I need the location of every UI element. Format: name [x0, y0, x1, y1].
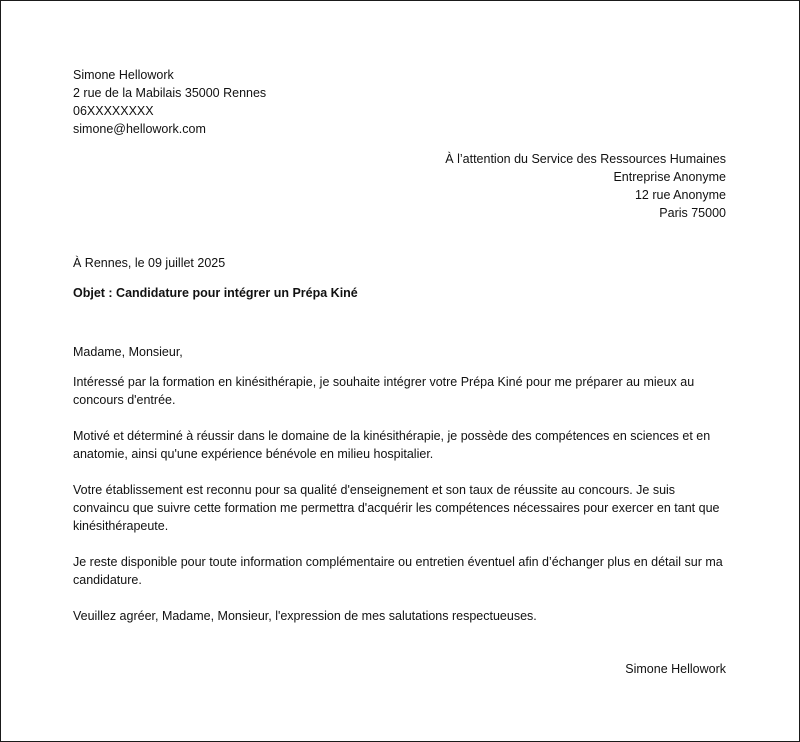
sender-phone: 06XXXXXXXX: [73, 104, 154, 118]
subject-line: Objet : Candidature pour intégrer un Prépa Kiné: [73, 286, 358, 300]
sender-block: [73, 66, 266, 138]
recipient-company: Entreprise Anonyme: [613, 170, 726, 184]
paragraph-skills: Motivé et déterminé à réussir dans le domaine de la kinésithérapie, je possède des compétences en sciences et en anatomie, ainsi qu'une expérience bénévole en milieu hospitalier.: [73, 429, 711, 461]
letter-body: [73, 343, 733, 643]
sender-name: Simone Hellowork: [73, 68, 174, 82]
sender-address: 2 rue de la Mabilais 35000 Rennes: [73, 86, 267, 100]
signature: Simone Hellowork: [625, 662, 726, 676]
recipient-street: 12 rue Anonyme: [634, 188, 726, 202]
sender-email: simone@hellowork.com: [73, 122, 206, 136]
salutation: Madame, Monsieur,: [73, 345, 183, 359]
recipient-block: [445, 150, 726, 222]
paragraph-school: Votre établissement est reconnu pour sa qualité d'enseignement et son taux de réussite au concours. Je suis convaincu que suivre cette formation me permettra d'acquérir les compétences nécessaires pour exercer en tant que kinésithérapeute.: [73, 483, 720, 533]
paragraph-closing: Veuillez agréer, Madame, Monsieur, l'expression de mes salutations respectueuses.: [73, 609, 537, 623]
date-line: À Rennes, le 09 juillet 2025: [73, 256, 226, 270]
recipient-attention: À l’attention du Service des Ressources Humaines: [445, 152, 726, 166]
recipient-city: Paris 75000: [659, 206, 726, 220]
paragraph-motivation: Intéressé par la formation en kinésithérapie, je souhaite intégrer votre Prépa Kiné pour me préparer au mieux au concours d'entrée.: [73, 375, 695, 407]
paragraph-availability: Je reste disponible pour toute information complémentaire ou entretien éventuel afin d’échanger plus en détail sur ma candidature.: [73, 555, 723, 587]
